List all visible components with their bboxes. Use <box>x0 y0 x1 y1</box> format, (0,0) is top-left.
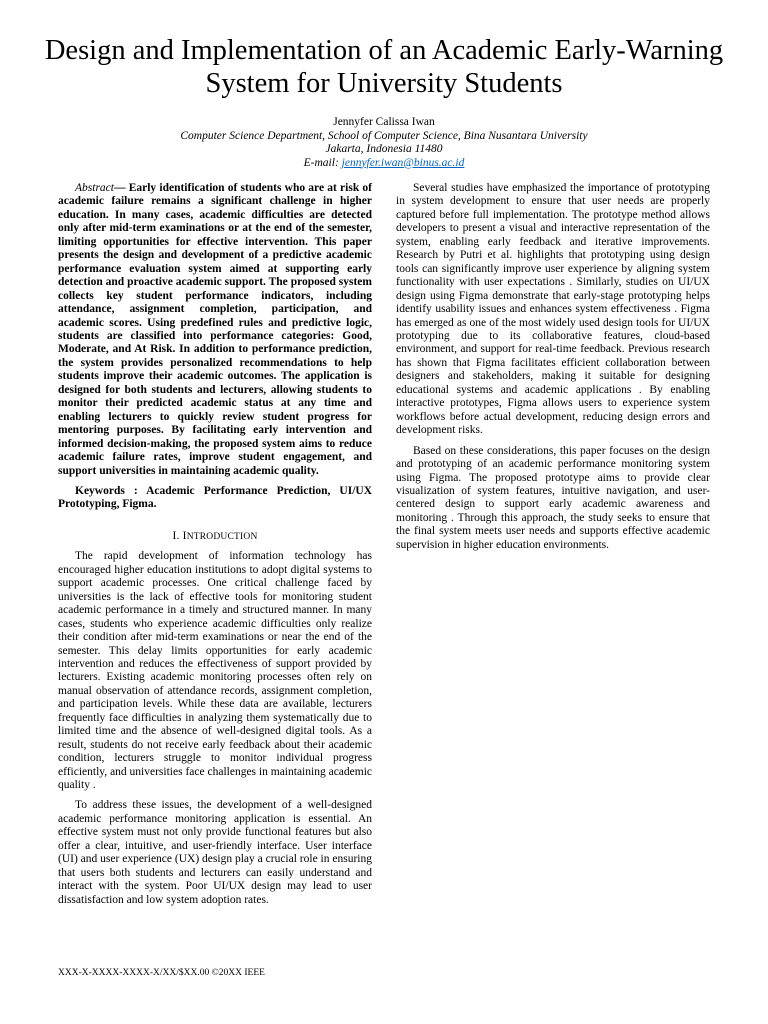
right-column <box>396 182 710 559</box>
copyright-footer: XXX-X-XXXX-XXXX-X/XX/$XX.00 ©20XX IEEE <box>58 968 265 978</box>
section-number: I. <box>172 529 180 542</box>
right-paragraph-2: Based on these considerations, this paper focuses on the design and prototyping of an academic performance monitoring system using Figma. The proposed prototype aims to provide clear visualization of system features, intuitive navigation, and user-centered design to support early academic awareness and monitoring . Through this approach, the study seeks to ensure that the final system meets user needs and supports effective academic supervision in higher education environments. <box>396 444 710 551</box>
email-line <box>60 157 708 171</box>
keywords: Keywords : Academic Performance Prediction, UI/UX Prototyping, Figma. <box>58 484 372 511</box>
abstract-text: Early identification of students who are at risk of academic failure remains a significant challenge in higher education. In many cases, academic difficulties are detected only after mid-term examinations or at the end of the semester, limiting opportunities for effective intervention. This paper presents the design and development of a predictive academic performance evaluation system aimed at supporting early detection and proactive academic support. The proposed system collects key student performance indicators, including attendance, assignment completion, participation, and academic scores. Using predefined rules and predictive logic, students are classified into performance categories: Good, Moderate, and At Risk. In addition to performance prediction, the system provides personalized recommendations to help students improve their academic outcomes. The application is designed for both students and lecturers, allowing students to monitor their predicted academic status at any time and enabling lecturers to quickly review student progress for mentoring purposes. By facilitating early intervention and informed decision-making, the proposed system aims to reduce academic failure rates, improve student engagement, and support universities in maintaining academic quality. <box>58 182 373 477</box>
affiliation-line-2: Jakarta, Indonesia 11480 <box>325 143 443 155</box>
intro-paragraph-1: The rapid development of information technology has encouraged higher education institutions to adopt digital systems to support academic processes. One critical challenge faced by universities is the lack of effective tools for monitoring student academic performance in a timely and structured manner. In many cases, students who experience academic difficulties only realize their condition after mid-term examinations or near the end of the semester. This delay limits opportunities for early academic intervention and reduces the effectiveness of support provided by lecturers. Existing academic monitoring processes often rely on manual observation of attendance records, assignment completion, and participation levels. While these data are available, lecturers frequently face difficulties in analyzing them systematically due to limited time and the absence of well-designed digital tools. As a result, students do not receive early feedback about their academic condition, lecturers struggle to monitor individual progress efficiently, and universities face challenges in maintaining academic quality . <box>58 550 372 792</box>
email-label: E-mail: <box>303 156 342 169</box>
left-column <box>58 182 372 914</box>
author-name: Jennyfer Calissa Iwan <box>333 116 435 128</box>
right-paragraph-1: Several studies have emphasized the importance of prototyping in system development to ensure that user needs are properly captured before full implementation. The prototype method allows developers to present a visual and interactive representation of the system, enabling early feedback and iterative improvements. Research by Putri et al. highlights that prototyping using design tools can significantly improve user experience by aligning system functionality with user expectations . Similarly, studies on UI/UX design using Figma demonstrate that early-stage prototyping helps identify usability issues and enhances system effectiveness . Figma has emerged as one of the most widely used design tools for UI/UX prototyping due to its collaborative features, cloud-based environment, and support for real-time feedback. Previous research has shown that Figma facilitates efficient collaboration between designers and stakeholders, making it suitable for designing educational systems and academic applications . By enabling interactive prototypes, Figma allows users to experience system workflows before actual development, reducing design errors and development risks. <box>396 182 710 437</box>
section-title-rest: NTRODUCTION <box>186 531 258 542</box>
section-title-initial: I <box>182 529 187 542</box>
abstract-label: Abstract <box>75 182 114 194</box>
section-heading-introduction <box>58 530 372 544</box>
intro-paragraph-2: To address these issues, the development of a well-designed academic performance monitoring application is essential. An effective system must not only provide functional features but also offer a clear, intuitive, and user-friendly interface. User interface (UI) and user experience (UX) design play a crucial role in ensuring that users both students and lecturers can easily understand and interact with the system. Poor UI/UX design may lead to user dissatisfaction and low system adoption rates. <box>58 799 372 906</box>
email-link[interactable]: jennyfer.iwan@binus.ac.id <box>341 156 465 169</box>
author-block <box>60 116 708 170</box>
paper-title: Design and Implementation of an Academic Early-Warning System for University Students <box>44 35 724 99</box>
abstract <box>58 182 372 478</box>
abstract-separator: — <box>113 182 129 194</box>
affiliation-line-1: Computer Science Department, School of Computer Science, Bina Nusantara University <box>180 129 588 142</box>
